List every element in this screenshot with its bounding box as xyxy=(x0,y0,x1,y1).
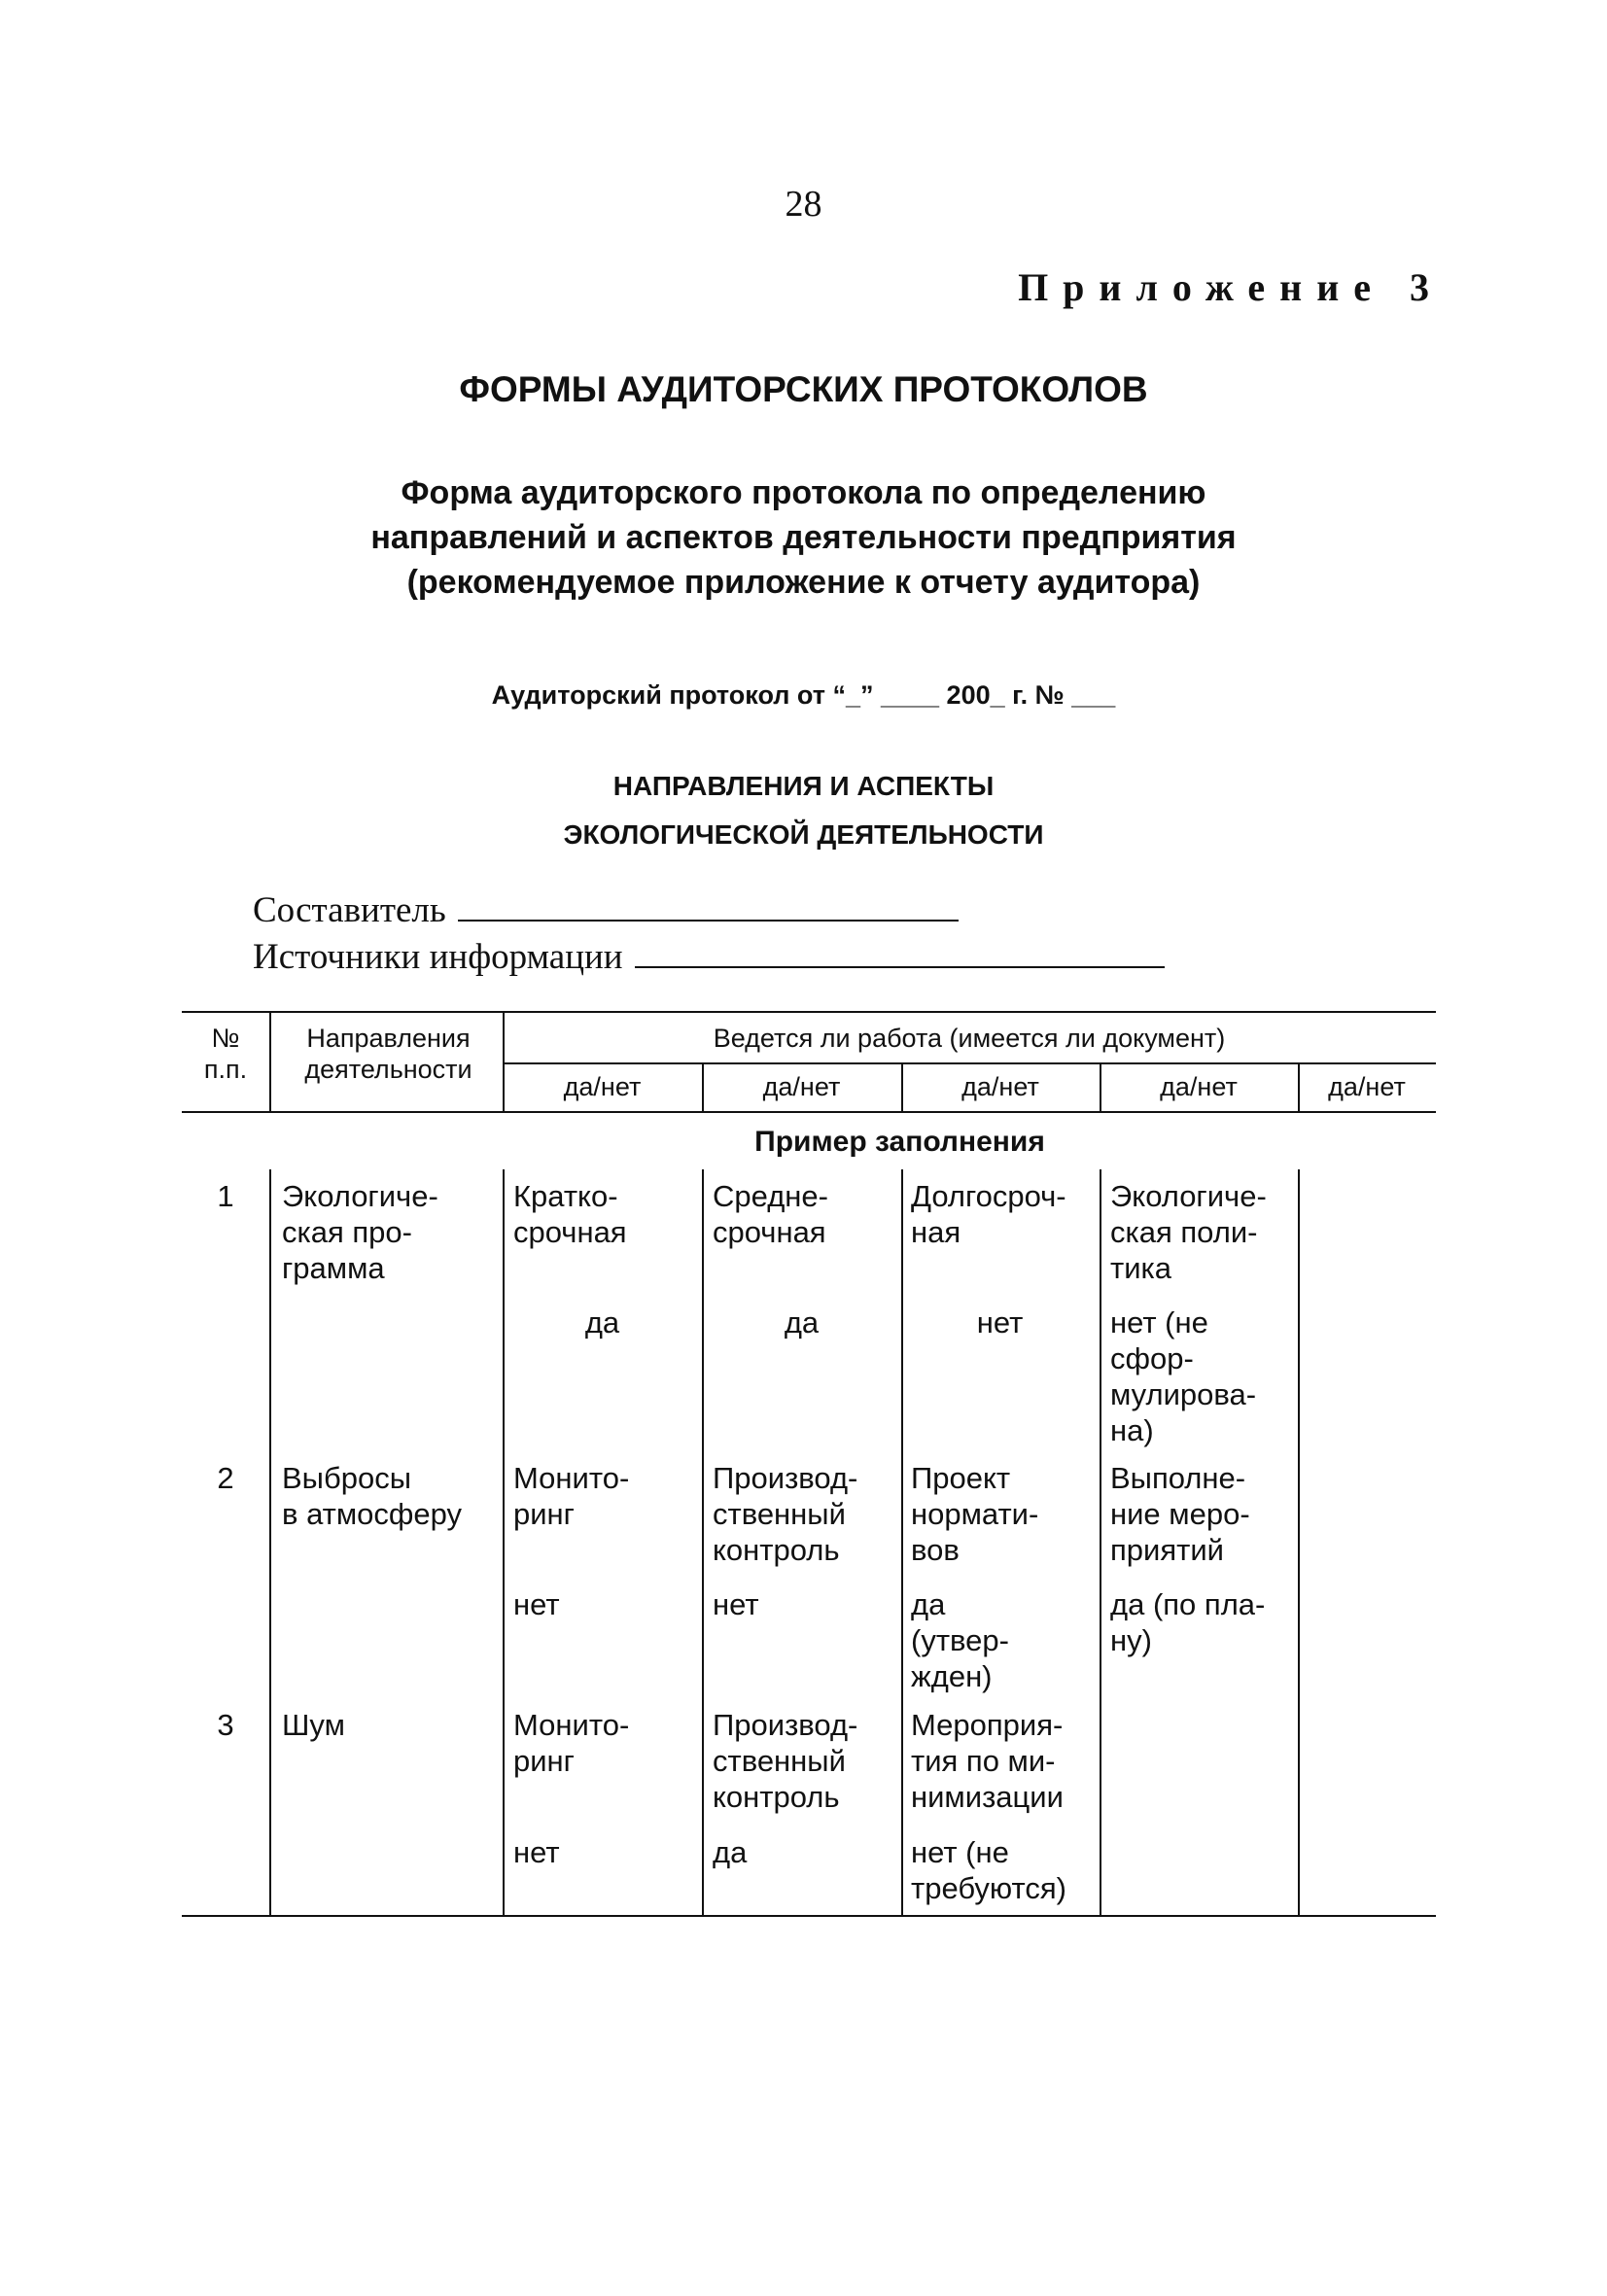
row-answer: нет xyxy=(513,1587,560,1621)
row-answer: нет (не сфор- мулирова- на) xyxy=(1110,1305,1257,1447)
row-direction: Шум xyxy=(282,1708,345,1742)
column-divider xyxy=(1100,1169,1101,1915)
row-number: 1 xyxy=(217,1179,234,1213)
column-divider xyxy=(503,1169,505,1915)
subtitle-line: (рекомендуемое приложение к отчету аудитора) xyxy=(406,564,1201,601)
row-aspect: Монито- ринг xyxy=(513,1708,630,1778)
row-number: 3 xyxy=(217,1708,234,1742)
row-number: 2 xyxy=(217,1461,234,1495)
example-label: Пример заполнения xyxy=(754,1126,1045,1158)
row-aspect: Экологиче- ская поли- тика xyxy=(1110,1179,1267,1285)
header-divider xyxy=(503,1062,1436,1064)
row-answer: да (по пла- ну) xyxy=(1110,1587,1266,1657)
compiler-label: Составитель xyxy=(253,890,446,930)
row-answer: да xyxy=(713,1835,748,1869)
header-yes-no: да/нет xyxy=(1160,1072,1238,1101)
section-title xyxy=(0,762,1607,859)
sources-field xyxy=(253,936,1165,978)
row-aspect: Производ- ственный контроль xyxy=(713,1708,858,1814)
appendix-label: Приложение 3 xyxy=(1018,265,1444,309)
compiler-blank-line xyxy=(458,890,959,922)
header-work-done: Ведется ли работа (имеется ли документ) xyxy=(713,1024,1226,1053)
document-title: ФОРМЫ АУДИТОРСКИХ ПРОТОКОЛОВ xyxy=(459,369,1148,409)
form-subtitle xyxy=(0,470,1607,605)
row-answer: да (утвер- жден) xyxy=(911,1587,1009,1693)
column-divider xyxy=(901,1169,903,1915)
header-direction: Направления деятельности xyxy=(304,1024,472,1084)
section-title-line: НАПРАВЛЕНИЯ И АСПЕКТЫ xyxy=(612,771,995,801)
table-top-border xyxy=(182,1011,1436,1013)
row-answer: нет xyxy=(976,1305,1024,1339)
header-yes-no: да/нет xyxy=(961,1072,1039,1101)
sources-blank-line xyxy=(635,937,1165,968)
column-divider xyxy=(1298,1169,1300,1915)
header-yes-no: да/нет xyxy=(762,1072,841,1101)
header-number: № п.п. xyxy=(203,1024,248,1084)
subtitle-line: Форма аудиторского протокола по определению xyxy=(401,474,1206,511)
row-aspect: Средне- срочная xyxy=(713,1179,828,1249)
table-bottom-border xyxy=(182,1915,1436,1917)
row-aspect: Производ- ственный контроль xyxy=(713,1461,858,1567)
page-number: 28 xyxy=(785,184,822,225)
row-aspect: Кратко- срочная xyxy=(513,1179,627,1249)
row-answer: нет (не требуются) xyxy=(911,1835,1066,1905)
row-aspect: Выполне- ние меро- приятий xyxy=(1110,1461,1250,1567)
column-divider xyxy=(269,1169,271,1915)
row-aspect: Мероприя- тия по ми- нимизации xyxy=(911,1708,1064,1814)
compiler-field xyxy=(253,889,959,931)
row-direction: Выбросы в атмосферу xyxy=(282,1461,463,1531)
row-aspect: Проект нормати- вов xyxy=(911,1461,1039,1567)
column-divider xyxy=(269,1011,271,1111)
row-answer: нет xyxy=(713,1587,759,1621)
row-answer: да xyxy=(584,1305,620,1339)
row-answer: нет xyxy=(513,1835,560,1869)
row-answer: да xyxy=(784,1305,820,1339)
protocol-line: Аудиторский протокол от “_” ____ 200_ г. № ___ xyxy=(491,680,1116,710)
sources-label: Источники информации xyxy=(253,937,623,977)
header-bottom-border xyxy=(182,1111,1436,1113)
subtitle-line: направлений и аспектов деятельности предприятия xyxy=(370,519,1237,556)
section-title-line: ЭКОЛОГИЧЕСКОЙ ДЕЯТЕЛЬНОСТИ xyxy=(563,819,1044,850)
row-aspect: Долгосроч- ная xyxy=(911,1179,1066,1249)
header-yes-no: да/нет xyxy=(1328,1072,1406,1101)
row-direction: Экологиче- ская про- грамма xyxy=(282,1179,438,1285)
header-yes-no: да/нет xyxy=(563,1072,642,1101)
column-divider xyxy=(702,1169,704,1915)
row-aspect: Монито- ринг xyxy=(513,1461,630,1531)
